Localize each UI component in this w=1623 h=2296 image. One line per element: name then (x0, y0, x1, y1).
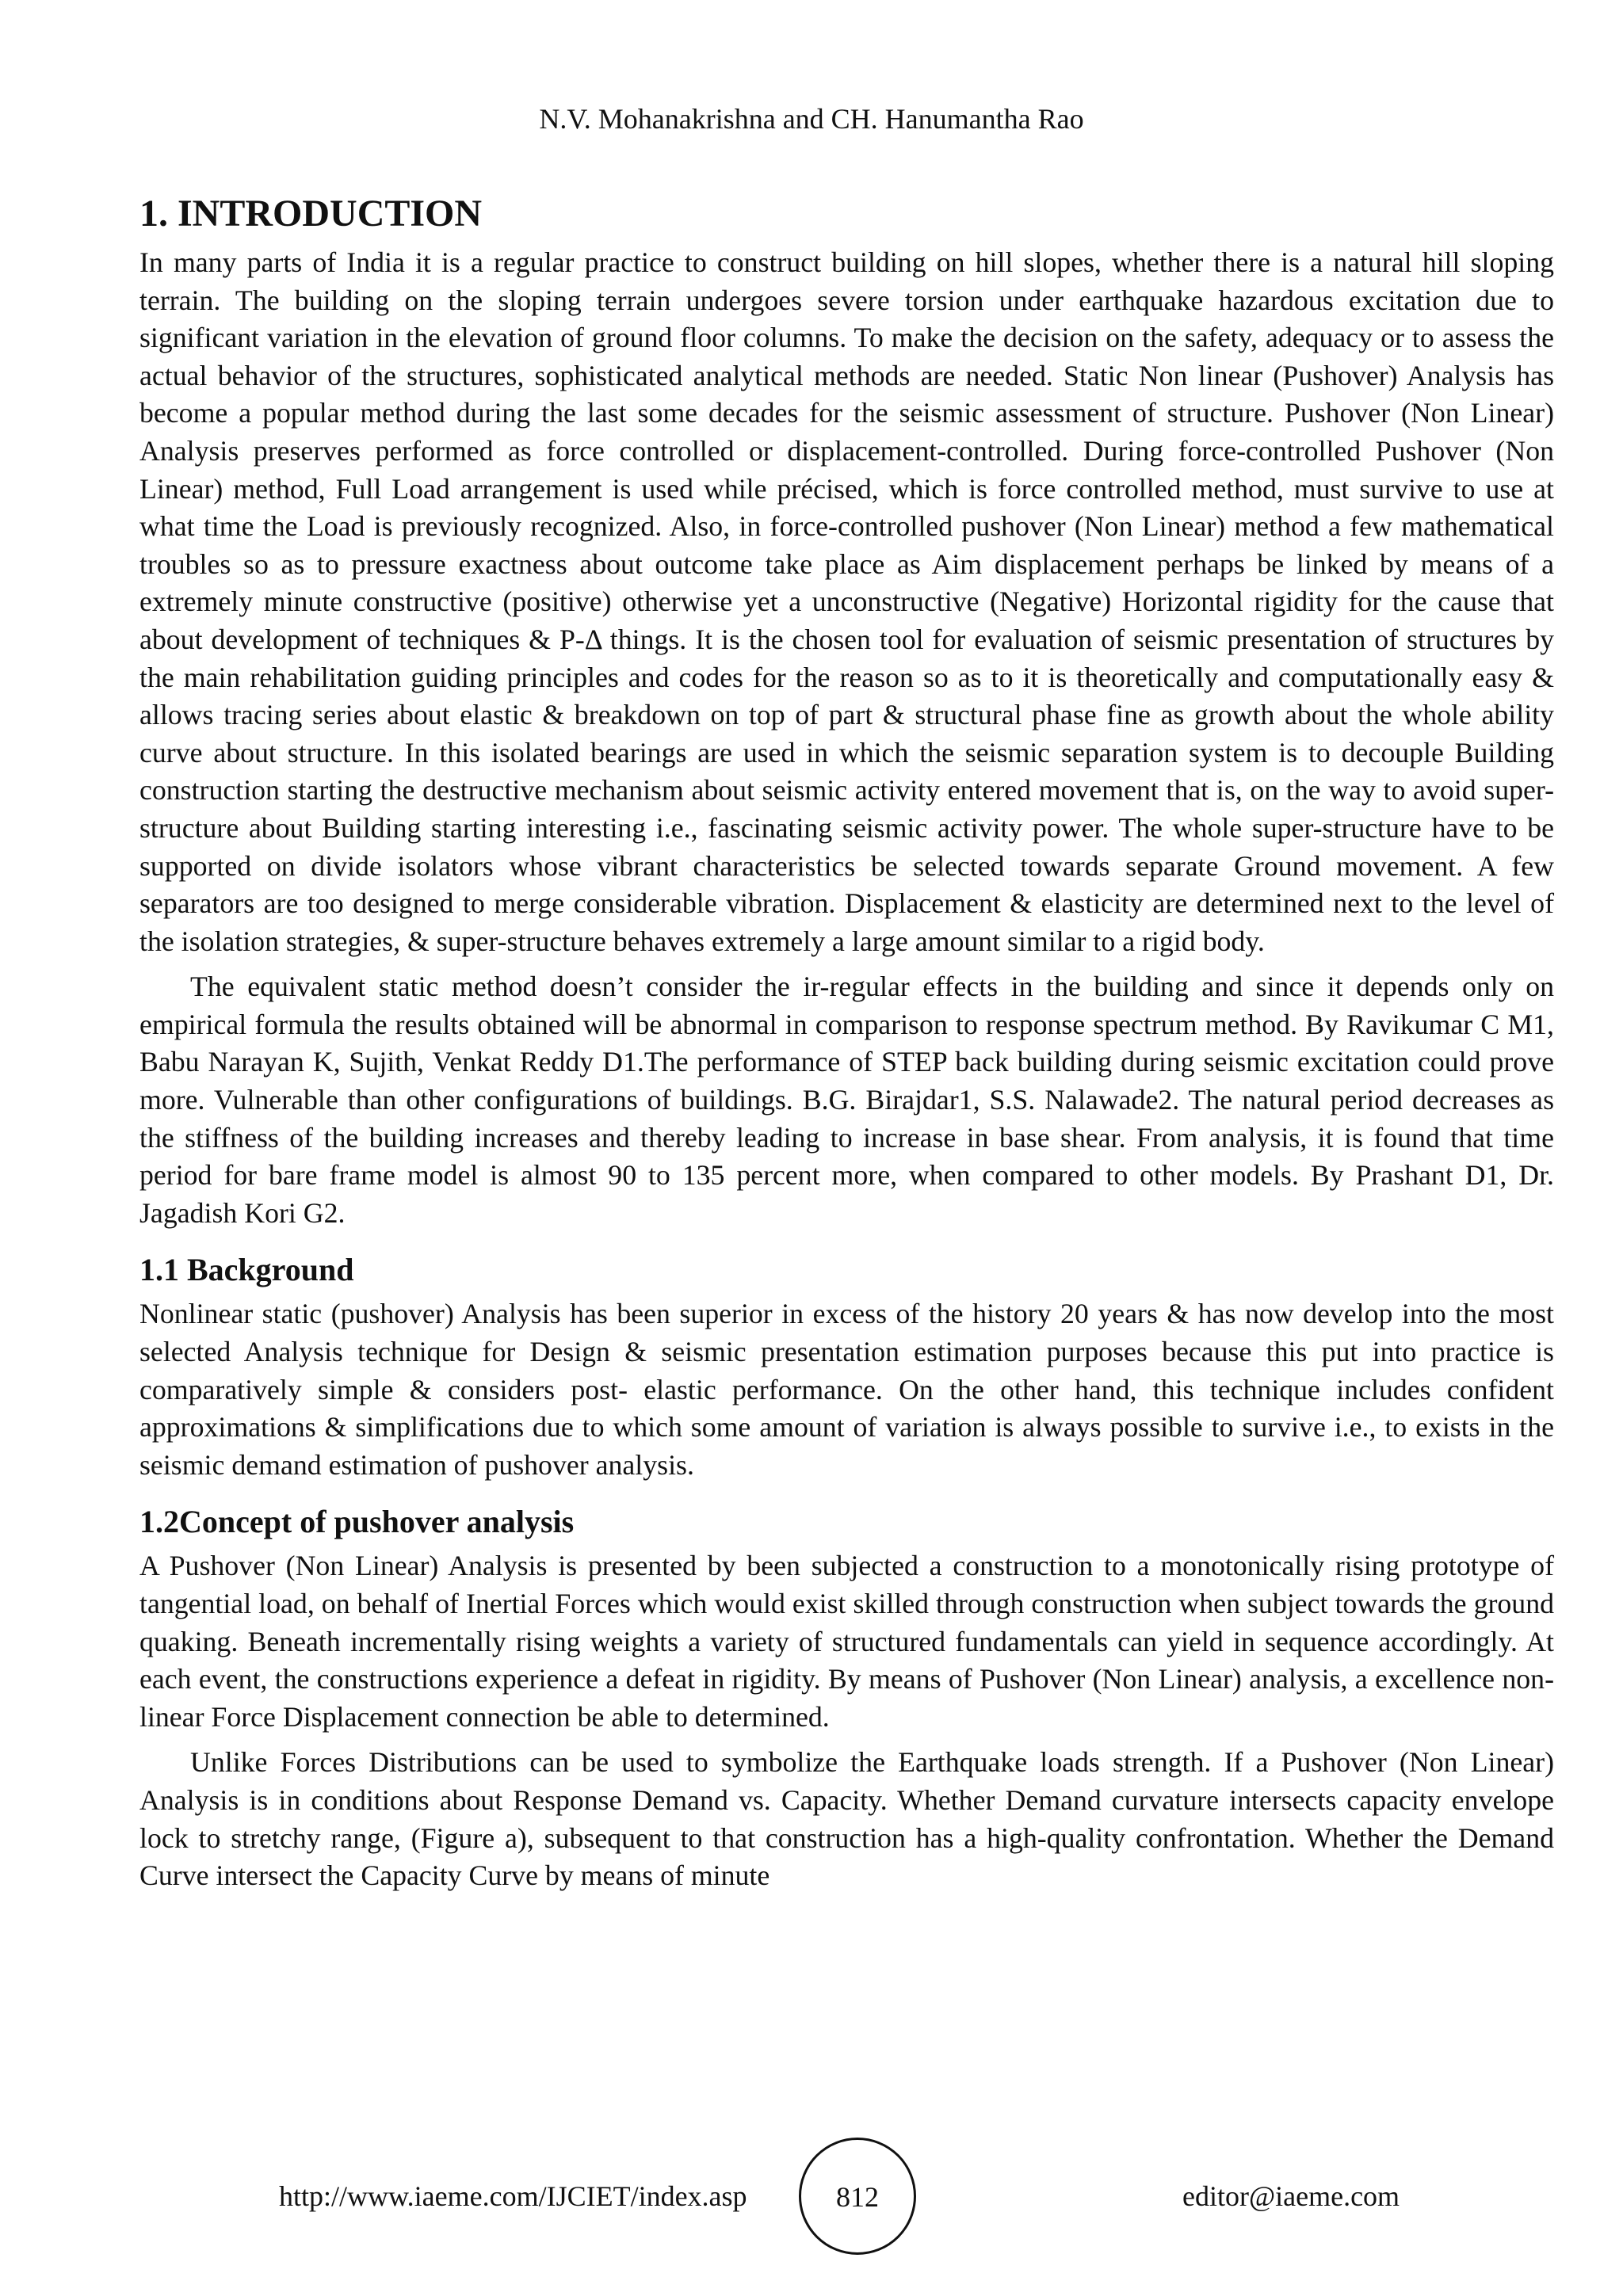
footer-url-link[interactable]: http://www.iaeme.com/IJCIET/index.asp (279, 2180, 747, 2212)
running-header: N.V. Mohanakrishna and CH. Hanumantha Rao (539, 103, 1084, 135)
concept-paragraph-2: Unlike Forces Distributions can be used to symbolize the Earthquake loads strength. If a Pushover (Non Linear) Analysis is in conditions about Response Demand vs. Capacity. Whether Demand curvature intersects capacity envelope lock to stretchy range, (Figure a), subsequent to that construction has a high-quality confrontation. Whether the Demand Curve intersect the Capacity Curve by means of minute (139, 1746, 1554, 1892)
section-title-introduction: 1. INTRODUCTION (139, 193, 483, 235)
page-body (139, 190, 1554, 1895)
background-paragraph: Nonlinear static (pushover) Analysis has been superior in excess of the history 20 years & has now develop into the most selected Analysis technique for Design & seismic presentation estimation purposes because this put into practice is comparatively simple & considers post- elastic performance. On the other hand, this technique includes confident approximations & simplifications due to which some amount of variation is always possible to survive i.e., to exists in the seismic demand estimation of pushover analysis. (139, 1298, 1554, 1481)
concept-paragraph-1: A Pushover (Non Linear) Analysis is presented by been subjected a construction to a monotonically rising prototype of tangential load, on behalf of Inertial Forces which would exist skilled through construction when subject towards the ground quaking. Beneath incrementally rising weights a variety of structured fundamentals can yield in sequence accordingly. At each event, the constructions experience a defeat in rigidity. By means of Pushover (Non Linear) analysis, a excellence non-linear Force Displacement connection be able to determined. (139, 1550, 1554, 1733)
subsection-title-background: 1.1 Background (139, 1252, 354, 1288)
page-number-circle (799, 2138, 916, 2255)
intro-paragraph-1: In many parts of India it is a regular practice to construct building on hill slopes, whether there is a natural hill sloping terrain. The building on the sloping terrain undergoes severe torsion under earthquake hazardous excitation due to significant variation in the elevation of ground floor columns. To make the decision on the safety, adequacy or to assess the actual behavior of the structures, sophisticated analytical methods are needed. Static Non linear (Pushover) Analysis has become a popular method during the last some decades for the seismic assessment of structure. Pushover (Non Linear) Analysis preserves performed as force controlled or displacement-controlled. During force-controlled Pushover (Non Linear) method, Full Load arrangement is used while précised, which is force controlled method, must survive to use at what time the Load is previously recognized. Also, in force-controlled pushover (Non Linear) method a few mathematical troubles so as to pressure exactness about outcome take place as Aim displacement perhaps be linked by means of a extremely minute constructive (positive) otherwise yet a unconstructive (Negative) Horizontal rigidity for the cause that about development of techniques & P-Δ things. It is the chosen tool for evaluation of seismic presentation of structures by the main rehabilitation guiding principles and codes for the reason so as to it is theoretically and computationally easy & allows tracing series about elastic & breakdown on top of part & structural phase fine as growth about the whole ability curve about structure. In this isolated bearings are used in which the seismic separation system is to decouple Building construction starting the destructive mechanism about seismic activity entered movement that is, on the way to avoid super-structure about Building starting interesting i.e., fascinating seismic activity power. The whole super-structure have to be supported on divide isolators whose vibrant characteristics be selected towards separate Ground movement. A few separators are too designed to merge considerable vibration. Displacement & elasticity are determined next to the level of the isolation strategies, & super-structure behaves extremely a large amount similar to a rigid body. (139, 246, 1554, 957)
subsection-title-concept: 1.2Concept of pushover analysis (139, 1504, 575, 1540)
page-number: 812 (836, 2181, 879, 2213)
page-footer (0, 2138, 1623, 2272)
footer-email-link[interactable]: editor@iaeme.com (1182, 2180, 1400, 2212)
intro-paragraph-2: The equivalent static method doesn’t consider the ir-regular effects in the building and since it depends only on empirical formula the results obtained will be abnormal in comparison to response spectrum method. By Ravikumar C M1, Babu Narayan K, Sujith, Venkat Reddy D1.The performance of STEP back building during seismic excitation could prove more. Vulnerable than other configurations of buildings. B.G. Birajdar1, S.S. Nalawade2. The natural period decreases as the stiffness of the building increases and thereby leading to increase in base shear. From analysis, it is found that time period for bare frame model is almost 90 to 135 percent more, when compared to other models. By Prashant D1, Dr. Jagadish Kori G2. (139, 971, 1554, 1229)
